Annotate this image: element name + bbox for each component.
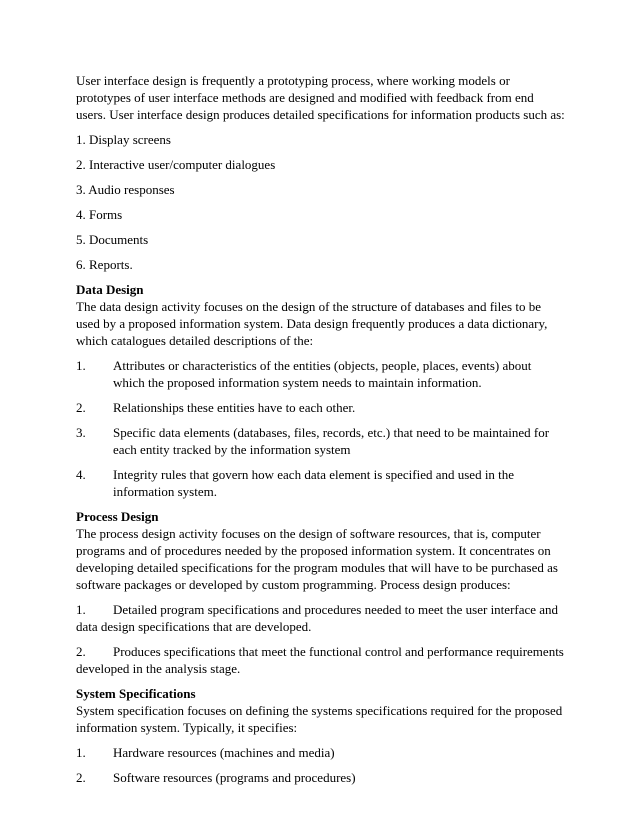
system-specs-paragraph: System specification focuses on defining the systems specifications required for the proposed information system. Typically, it specifies: <box>76 703 563 735</box>
list-item: 1. Display screens <box>76 132 171 147</box>
item-text: Attributes or characteristics of the entities (objects, people, places, events) about which the proposed information system needs to maintain information. <box>113 358 532 390</box>
item-text: Produces specifications that meet the functional control and performance requirements developed in the analysis stage. <box>76 644 564 676</box>
item-text: Specific data elements (databases, files, records, etc.) that need to be maintained for each entity tracked by the information system <box>113 425 550 457</box>
list-item <box>76 357 566 391</box>
data-design-paragraph: The data design activity focuses on the design of the structure of databases and files to be used by a proposed information system. Data design frequently produces a data dictionary, which catalogues detailed descriptions of the: <box>76 299 548 348</box>
list-item <box>76 466 566 500</box>
ui-products-list <box>76 131 566 273</box>
list-item: 3. Audio responses <box>76 182 175 197</box>
item-text: Detailed program specifications and procedures needed to meet the user interface and data design specifications that are developed. <box>76 602 559 634</box>
item-number: 1. <box>76 358 86 373</box>
item-number: 2. <box>76 770 86 785</box>
item-number: 1. <box>76 602 86 617</box>
process-design-list <box>76 601 566 677</box>
item-number: 2. <box>76 400 86 415</box>
item-text: Hardware resources (machines and media) <box>113 745 335 760</box>
document-content <box>76 72 566 794</box>
data-design-list <box>76 357 566 500</box>
system-specs-list <box>76 744 566 786</box>
list-item: 5. Documents <box>76 232 149 247</box>
process-design-heading: Process Design <box>76 509 159 524</box>
item-number: 3. <box>76 425 86 440</box>
item-text: Integrity rules that govern how each data element is specified and used in the information system. <box>113 467 515 499</box>
item-number: 4. <box>76 467 86 482</box>
list-item: 4. Forms <box>76 207 123 222</box>
item-number: 1. <box>76 745 86 760</box>
system-specs-heading: System Specifications <box>76 686 196 701</box>
data-design-heading: Data Design <box>76 282 144 297</box>
list-item <box>76 601 566 635</box>
item-number: 2. <box>76 644 86 659</box>
list-item: 2. Interactive user/computer dialogues <box>76 157 276 172</box>
list-item <box>76 744 566 761</box>
list-item: 6. Reports. <box>76 257 133 272</box>
item-text: Relationships these entities have to each other. <box>113 400 356 415</box>
item-text: Software resources (programs and procedures) <box>113 770 356 785</box>
list-item <box>76 424 566 458</box>
process-design-paragraph: The process design activity focuses on the design of software resources, that is, computer programs and of procedures needed by the proposed information system. It concentrates on developing detailed specifications for the program modules that will have to be purchased as software packages or developed by custom programming. Process design produces: <box>76 526 558 592</box>
list-item <box>76 399 566 416</box>
list-item <box>76 769 566 786</box>
intro-paragraph: User interface design is frequently a prototyping process, where working models or prototypes of user interface methods are designed and modified with feedback from end users. User interface design produces detailed specifications for information products such as: <box>76 73 565 122</box>
list-item <box>76 643 566 677</box>
